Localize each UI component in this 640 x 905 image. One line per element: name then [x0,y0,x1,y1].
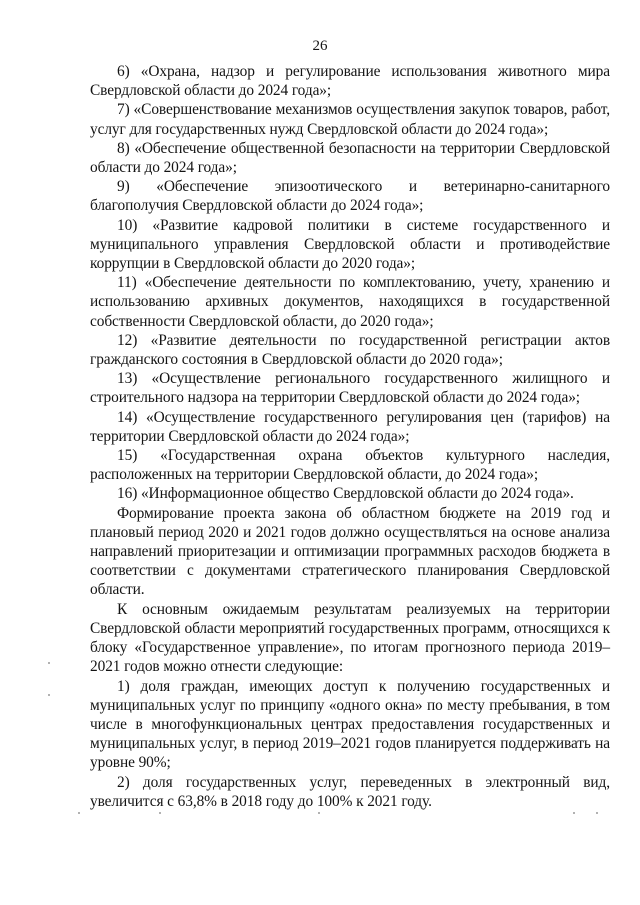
list-item-program-12: 12) «Развитие деятельности по государственной регистрации актов гражданского состояния в Свердловской области до 2020 года»; [90,331,610,369]
scan-speck [78,812,80,814]
list-item-program-7: 7) «Совершенствование механизмов осуществления закупок товаров, работ, услуг для государственных нужд Свердловской области до 2024 года»; [90,101,610,138]
list-item-program-15: 15) «Государственная охрана объектов культурного наследия, расположенных на территории Свердловской области, до 2024 года»; [90,447,610,484]
list-item-program-10: 10) «Развитие кадровой политики в системе государственного и муниципального управления Свердловской области и противодействие коррупции в Свердловской области до 2020 года»; [90,216,610,273]
list-item-program-13: 13) «Осуществление регионального государственного жилищного и строительного надзора на территории Свердловской области до 2024 года»; [90,370,610,407]
list-item-program-16: 16) «Информационное общество Свердловской области до 2024 года». [117,485,574,503]
scan-speck [48,662,50,664]
list-item-program-6: 6) «Охрана, надзор и регулирование использования животного мира Свердловской области до 2024 года»; [90,63,610,100]
list-item-result-1: 1) доля граждан, имеющих доступ к получению государственных и муниципальных услуг по принципу «одного окна» по месту пребывания, в том числе в многофункциональных центрах предоставления государственных и муниципальных услуг, в период 2019–2021 годов планируется поддерживать на уровне 90%; [90,677,610,772]
paragraph-budget-formation: Формирование проекта закона об областном бюджете на 2019 год и плановый период 2020 и 2021 годов должно осуществляться на основе анализа направлений приоритезации и оптимизации программных расходов бюджета в соответствии с документами стратегического планирования Свердловской области. [90,504,610,599]
scan-speck [159,812,161,814]
list-item-program-9: 9) «Обеспечение эпизоотического и ветеринарно-санитарного благополучия Свердловской области до 2024 года»; [90,178,610,215]
list-item-program-8: 8) «Обеспечение общественной безопасности на территории Свердловской области до 2024 года»; [90,139,610,177]
list-item-result-2: 2) доля государственных услуг, переведенных в электронный вид, увеличится с 63,8% в 2018 году до 100% к 2021 году. [90,773,610,810]
paragraph-expected-results: К основным ожидаемым результатам реализуемых на территории Свердловской области мероприятий государственных программ, относящихся к блоку «Государственное управление», по итогам прогнозного периода 2019–2021 годов можно отнести следующие: [90,600,610,676]
document-body [90,62,610,811]
list-item-program-14: 14) «Осуществление государственного регулирования цен (тарифов) на территории Свердловской области до 2024 года»; [90,408,610,445]
scan-speck [596,812,598,814]
scan-speck [573,812,575,814]
scan-speck [318,812,320,814]
list-item-program-11: 11) «Обеспечение деятельности по комплектованию, учету, хранению и использованию архивных документов, находящихся в государственной собственности Свердловской области, до 2020 года»; [90,274,610,330]
page-number: 26 [312,38,328,54]
scan-speck [48,694,50,696]
